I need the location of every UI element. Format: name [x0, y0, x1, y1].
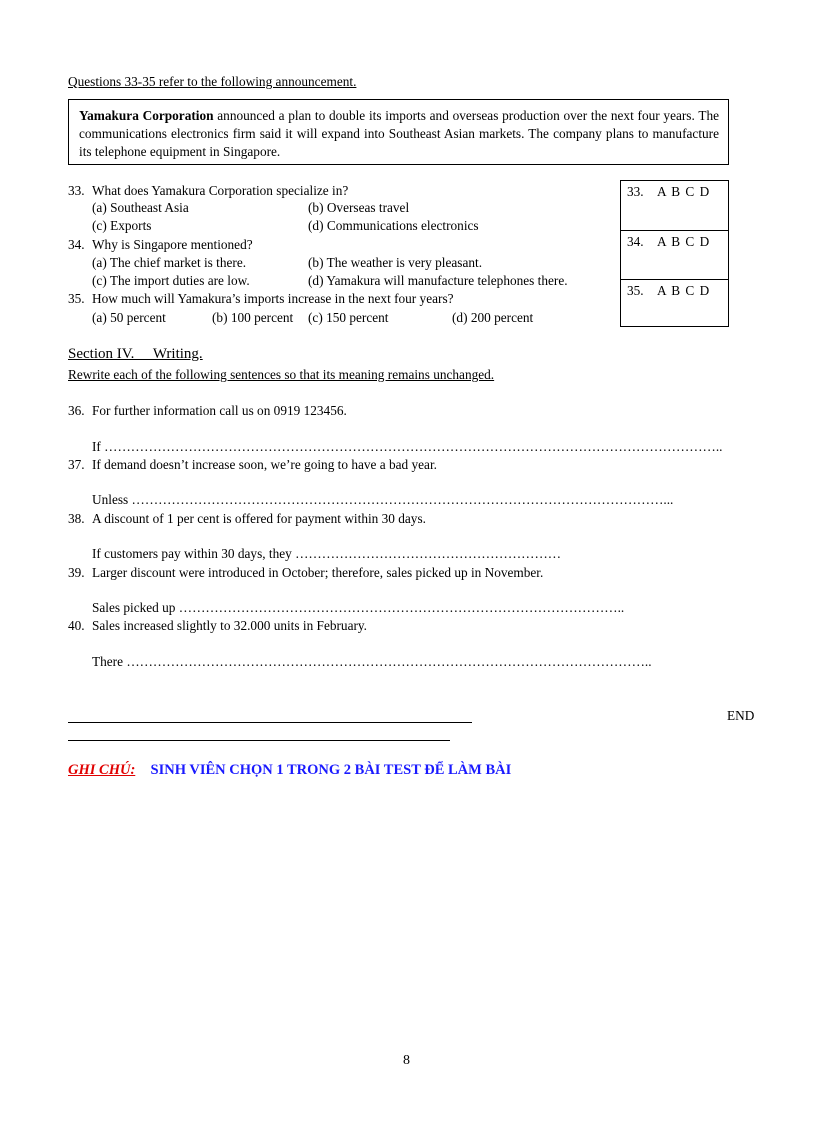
writing-37-answer-line[interactable]: Unless …………………………………………………………………………………………………………... [92, 492, 674, 507]
page-number: 8 [403, 1053, 410, 1068]
note-line [68, 762, 511, 779]
question-34-option-b: (b) The weather is very pleasant. [308, 255, 483, 270]
question-35-text: How much will Yamakura’s imports increase in the next four years? [92, 291, 454, 306]
answer-row-34 [621, 230, 728, 279]
answer-row-33 [621, 181, 728, 230]
question-33-option-b: (b) Overseas travel [308, 200, 410, 215]
writing-40-sentence: Sales increased slightly to 32.000 units in February. [92, 618, 368, 633]
question-33-text: What does Yamakura Corporation specialize in? [92, 183, 349, 198]
writing-37-sentence: If demand doesn’t increase soon, we’re going to have a bad year. [92, 457, 437, 472]
answer-choices[interactable]: A B C D [657, 234, 711, 249]
writing-36-sentence: For further information call us on 0919 123456. [92, 403, 347, 418]
question-34-option-d: (d) Yamakura will manufacture telephones there. [308, 273, 568, 288]
writing-38-number: 38. [68, 511, 85, 526]
writing-37-number: 37. [68, 457, 85, 472]
question-33-number: 33. [68, 183, 85, 198]
question-34-option-a: (a) The chief market is there. [92, 255, 247, 270]
writing-38-answer-line[interactable]: If customers pay within 30 days, they …………………………………………………… [92, 546, 562, 561]
answer-row-number: 34. [627, 234, 644, 249]
writing-39-number: 39. [68, 565, 85, 580]
question-35-option-b: (b) 100 percent [212, 310, 294, 325]
writing-39-sentence: Larger discount were introduced in October; therefore, sales picked up in November. [92, 565, 544, 580]
announcement-body: announced a plan to double its imports and overseas production over the next four years. The communications electronics firm said it will expand into Southeast Asian markets. The company plans to manufacture its telephone equipment in Singapore. [79, 108, 719, 159]
writing-40-number: 40. [68, 618, 85, 633]
question-35-option-d: (d) 200 percent [452, 310, 534, 325]
question-35-number: 35. [68, 291, 85, 306]
writing-39-answer-line[interactable]: Sales picked up ……………………………………………………………………………………….. [92, 600, 625, 615]
note-text: SINH VIÊN CHỌN 1 TRONG 2 BÀI TEST ĐỂ LÀM BÀI [150, 762, 512, 778]
answer-row-number: 35. [627, 283, 644, 298]
answer-sheet-box [620, 180, 729, 327]
announcement-text [79, 107, 719, 161]
question-35-option-c: (c) 150 percent [308, 310, 389, 325]
announcement-box [68, 99, 729, 165]
writing-36-number: 36. [68, 403, 85, 418]
divider-line [68, 740, 450, 741]
question-34-option-c: (c) The import duties are low. [92, 273, 250, 288]
writing-38-sentence: A discount of 1 per cent is offered for payment within 30 days. [92, 511, 426, 526]
question-33-option-c: (c) Exports [92, 218, 152, 233]
section-instruction: Rewrite each of the following sentences so that its meaning remains unchanged. [68, 367, 495, 382]
writing-36-answer-line[interactable]: If ………………………………………………………………………………………………………………………….. [92, 439, 723, 454]
question-33-option-d: (d) Communications electronics [308, 218, 479, 233]
answer-row-number: 33. [627, 184, 644, 199]
question-34-number: 34. [68, 237, 85, 252]
question-34-text: Why is Singapore mentioned? [92, 237, 253, 252]
question-33-option-a: (a) Southeast Asia [92, 200, 189, 215]
answer-choices[interactable]: A B C D [657, 184, 711, 199]
divider-line [68, 722, 472, 723]
intro-line: Questions 33-35 refer to the following announcement. [68, 74, 357, 89]
end-label: END [727, 708, 755, 723]
question-35-option-a: (a) 50 percent [92, 310, 166, 325]
writing-40-answer-line[interactable]: There ……………………………………………………………………………………………………….. [92, 654, 652, 669]
company-name: Yamakura Corporation [79, 108, 214, 123]
answer-choices[interactable]: A B C D [657, 283, 711, 298]
note-label: GHI CHÚ: [68, 762, 136, 778]
answer-row-35 [621, 279, 728, 328]
section-title: Section IV. Writing. [68, 346, 203, 362]
